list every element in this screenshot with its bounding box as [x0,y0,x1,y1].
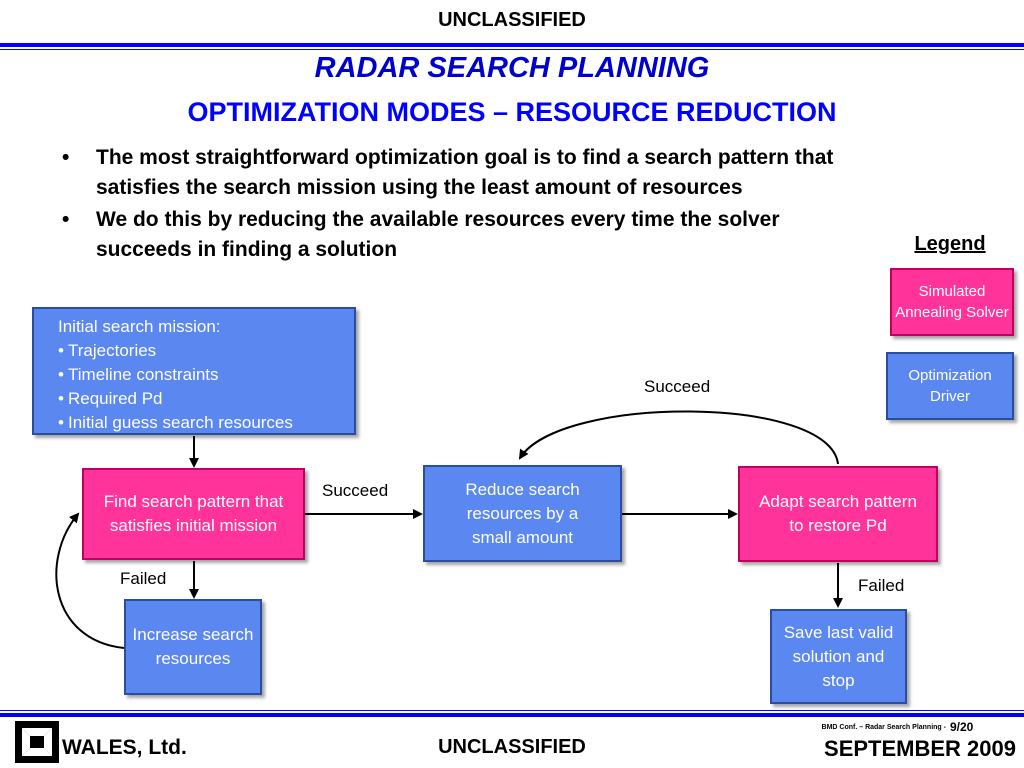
save-solution-label: Save last valid solution and stop [783,622,894,690]
increase-resources-label: Increase search resources [132,625,254,668]
label-failed-find: Failed [120,569,167,588]
reduce-resources-box [423,465,622,562]
mission-item: • Required Pd [58,387,293,411]
legend-solver-label: Simulated Annealing Solver [895,283,1009,321]
find-pattern-box [82,468,305,560]
label-succeed-loop: Succeed [644,377,711,396]
slide-title: RADAR SEARCH PLANNING [314,52,710,84]
adapt-pattern-box [738,466,938,562]
slide-subtitle: OPTIMIZATION MODES – RESOURCE REDUCTION [187,97,837,127]
reduce-resources-label: Reduce search resources by a small amount [465,479,580,547]
classification-footer: UNCLASSIFIED [438,736,586,758]
bottom-rule-thick [0,713,1024,717]
label-failed-adapt: Failed [858,576,905,595]
adapt-pattern-label: Adapt search pattern to restore Pd [759,492,917,535]
footer-date: SEPTEMBER 2009 [824,736,1016,761]
arrow-adapt-to-reduce-loop [520,411,838,464]
mission-item: • Timeline constraints [58,363,293,387]
find-pattern-label: Find search pattern that satisfies initial mission [103,492,284,535]
bullet-text: We do this by reducing the available resources every time the solver succeeds in finding a solution [96,208,780,261]
mission-items [58,339,293,435]
mission-header: Initial search mission: [58,317,221,336]
mission-item: • Trajectories [58,339,293,363]
label-succeed-find: Succeed [322,481,389,500]
save-solution-box [770,609,907,704]
initial-mission-box [32,307,356,435]
conference-note [740,724,946,731]
mission-item: • Initial guess search resources [58,411,293,435]
legend-driver-label: Optimization Driver [908,367,992,405]
bottom-rule-thin [0,710,1024,711]
classification-header: UNCLASSIFIED [438,9,586,31]
bullet-marker: • [62,146,70,169]
conference-label: BMD Conf. – Radar Search Planning [821,724,942,731]
page-number: 9/20 [950,720,974,734]
company-name: WALES, Ltd. [62,736,187,759]
bullet-text: The most straightforward optimization goal is to find a search pattern that satisfies the search mission using the least amount of resources [96,146,834,199]
bullet-marker: • [62,208,70,231]
page-separator: - [943,724,946,731]
increase-resources-box [124,599,262,695]
legend-title: Legend [914,233,986,255]
